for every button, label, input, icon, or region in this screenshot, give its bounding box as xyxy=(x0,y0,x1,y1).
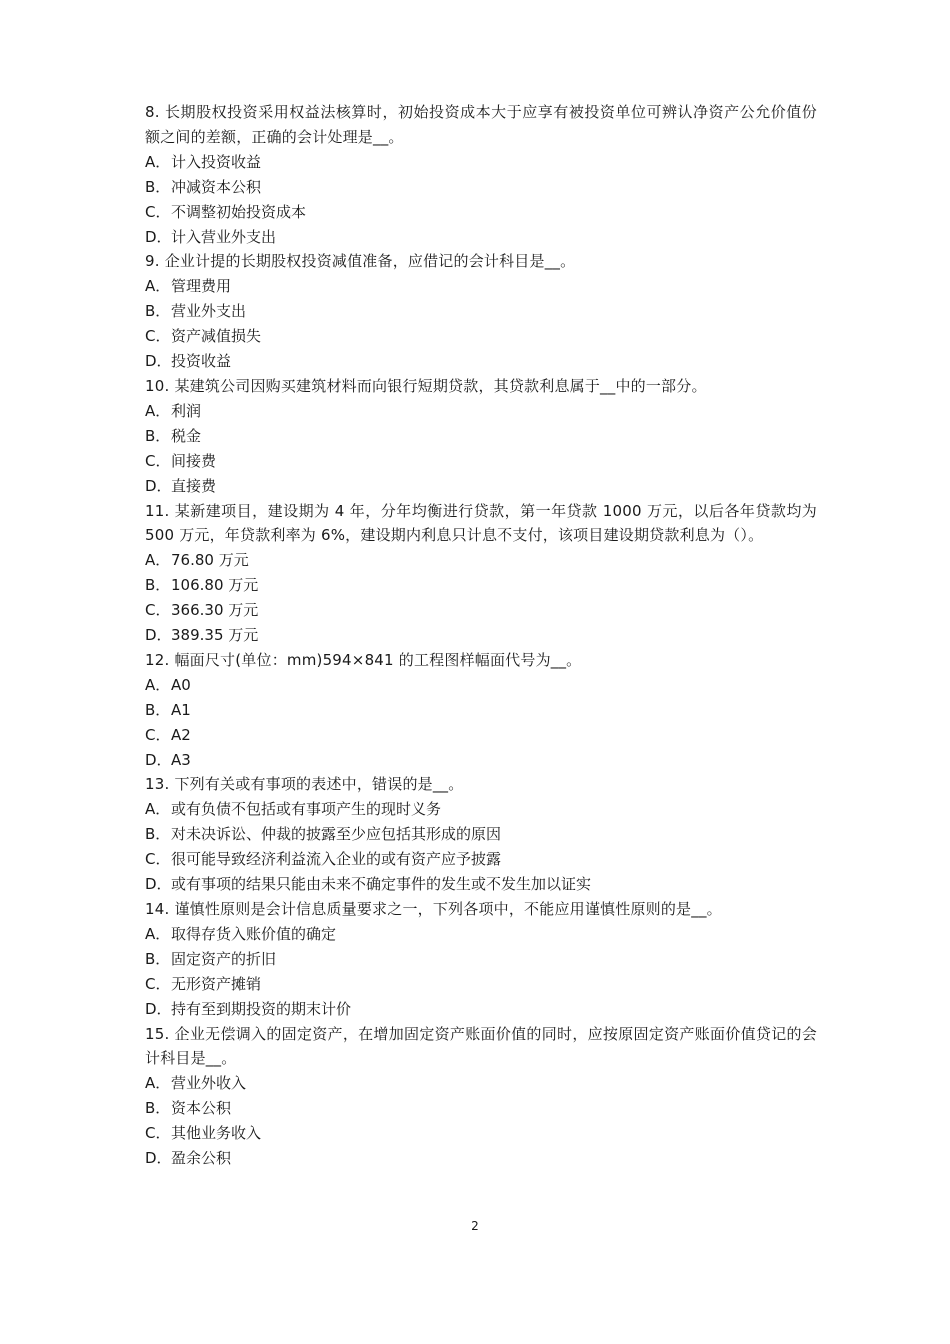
answer-option xyxy=(145,299,817,324)
option-letter: B． xyxy=(145,700,171,719)
option-letter: C． xyxy=(145,451,171,470)
option-text: 管理费用 xyxy=(171,277,232,296)
answer-option xyxy=(145,673,817,698)
answer-option xyxy=(145,698,817,723)
question-number: 15. xyxy=(145,1024,170,1043)
question-text xyxy=(145,374,817,399)
option-text: 资本公积 xyxy=(171,1099,232,1118)
answer-option xyxy=(145,822,817,847)
question-number: 10. xyxy=(145,376,170,395)
answer-option xyxy=(145,349,817,374)
option-text: 持有至到期投资的期末计价 xyxy=(171,999,352,1018)
answer-option xyxy=(145,872,817,897)
option-letter: B． xyxy=(145,302,171,321)
answer-option xyxy=(145,399,817,424)
option-text: 固定资产的折旧 xyxy=(171,949,277,968)
question-block xyxy=(145,897,817,1022)
option-letter: C． xyxy=(145,1124,171,1143)
question-block xyxy=(145,648,817,773)
question-text xyxy=(145,648,817,673)
option-letter: A． xyxy=(145,551,171,570)
question-stem: 谨慎性原则是会计信息质量要求之一，下列各项中，不能应用谨慎性原则的是__。 xyxy=(174,900,722,918)
option-letter: D． xyxy=(145,476,172,495)
question-text xyxy=(145,499,817,549)
option-text: 76.80 万元 xyxy=(171,551,249,570)
question-text xyxy=(145,772,817,797)
option-letter: D． xyxy=(145,352,172,371)
option-letter: B． xyxy=(145,825,171,844)
answer-option xyxy=(145,424,817,449)
option-text: A1 xyxy=(171,700,191,719)
question-block xyxy=(145,499,817,648)
option-letter: A． xyxy=(145,800,171,819)
answer-option xyxy=(145,1146,817,1171)
option-text: A3 xyxy=(171,750,191,769)
option-letter: A． xyxy=(145,924,171,943)
option-text: 或有负债不包括或有事项产生的现时义务 xyxy=(171,800,442,819)
answer-option xyxy=(145,847,817,872)
answer-option xyxy=(145,449,817,474)
question-text xyxy=(145,1022,817,1072)
question-list xyxy=(145,100,817,1171)
option-text: 直接费 xyxy=(171,476,217,495)
answer-option xyxy=(145,274,817,299)
question-number: 12. xyxy=(145,650,170,669)
page-number: 2 xyxy=(471,1219,479,1233)
question-number: 8. xyxy=(145,103,160,121)
answer-option xyxy=(145,1071,817,1096)
option-letter: B． xyxy=(145,1099,171,1118)
option-letter: C． xyxy=(145,327,171,346)
option-letter: B． xyxy=(145,949,171,968)
question-stem: 某建筑公司因购买建筑材料而向银行短期贷款，其贷款利息属于__中的一部分。 xyxy=(174,376,707,395)
question-stem: 某新建项目，建设期为 4 年，分年均衡进行贷款，第一年贷款 1000 万元，以后各年贷款均为 500 万元，年贷款利率为 6%，建设期内利息只计息不支付，该项目建设期贷款利息为（）。 xyxy=(145,501,818,545)
question-number: 9. xyxy=(145,252,160,271)
option-text: 计入投资收益 xyxy=(171,152,262,171)
option-text: 冲减资本公积 xyxy=(171,177,262,196)
option-text: 税金 xyxy=(171,426,202,445)
question-stem: 幅面尺寸(单位：mm)594×841 的工程图样幅面代号为__。 xyxy=(174,650,582,669)
option-letter: A． xyxy=(145,675,171,694)
option-text: 或有事项的结果只能由未来不确定事件的发生或不发生加以证实 xyxy=(171,875,592,894)
question-stem: 企业计提的长期股权投资减值准备，应借记的会计科目是__。 xyxy=(164,252,576,271)
option-text: 取得存货入账价值的确定 xyxy=(171,924,337,943)
option-letter: D． xyxy=(145,227,172,246)
option-letter: D． xyxy=(145,999,172,1018)
option-text: 营业外收入 xyxy=(171,1074,247,1093)
option-letter: C． xyxy=(145,850,171,869)
option-text: A2 xyxy=(171,725,191,744)
option-text: A0 xyxy=(171,675,191,694)
option-text: 资产减值损失 xyxy=(171,327,262,346)
question-number: 11. xyxy=(145,501,170,520)
option-text: 利润 xyxy=(171,401,202,420)
option-letter: D． xyxy=(145,626,172,645)
option-text: 106.80 万元 xyxy=(171,576,259,595)
option-text: 间接费 xyxy=(171,451,217,470)
option-text: 366.30 万元 xyxy=(171,601,259,620)
option-letter: B． xyxy=(145,576,171,595)
option-letter: B． xyxy=(145,177,171,196)
option-letter: C． xyxy=(145,974,171,993)
option-letter: C． xyxy=(145,725,171,744)
question-stem: 下列有关或有事项的表述中，错误的是__。 xyxy=(174,775,464,794)
option-letter: A． xyxy=(145,1074,171,1093)
option-letter: C． xyxy=(145,601,171,620)
question-number: 13. xyxy=(145,775,170,794)
option-letter: A． xyxy=(145,277,171,296)
question-block xyxy=(145,772,817,897)
answer-option xyxy=(145,723,817,748)
option-text: 营业外支出 xyxy=(171,302,247,321)
option-letter: D． xyxy=(145,875,172,894)
answer-option xyxy=(145,150,817,175)
option-text: 其他业务收入 xyxy=(171,1124,262,1143)
answer-option xyxy=(145,200,817,225)
answer-option xyxy=(145,175,817,200)
option-text: 计入营业外支出 xyxy=(171,227,277,246)
question-text xyxy=(145,100,817,150)
option-text: 389.35 万元 xyxy=(171,626,259,645)
option-letter: A． xyxy=(145,152,171,171)
answer-option xyxy=(145,573,817,598)
answer-option xyxy=(145,922,817,947)
answer-option xyxy=(145,797,817,822)
option-letter: C． xyxy=(145,202,171,221)
answer-option xyxy=(145,623,817,648)
option-letter: D． xyxy=(145,1149,172,1168)
option-text: 不调整初始投资成本 xyxy=(171,202,307,221)
question-text xyxy=(145,249,817,274)
answer-option xyxy=(145,1121,817,1146)
option-text: 投资收益 xyxy=(171,352,232,371)
question-stem: 企业无偿调入的固定资产，在增加固定资产账面价值的同时，应按原固定资产账面价值贷记的会计科目是__。 xyxy=(145,1024,818,1068)
question-number: 14. xyxy=(145,900,170,918)
answer-option xyxy=(145,972,817,997)
answer-option xyxy=(145,548,817,573)
question-stem: 长期股权投资采用权益法核算时，初始投资成本大于应享有被投资单位可辨认净资产公允价值份额之间的差额，正确的会计处理是__。 xyxy=(145,103,818,146)
option-letter: A． xyxy=(145,401,171,420)
answer-option xyxy=(145,474,817,499)
option-text: 对未决诉讼、仲裁的披露至少应包括其形成的原因 xyxy=(171,825,502,844)
option-text: 很可能导致经济利益流入企业的或有资产应予披露 xyxy=(171,850,502,869)
answer-option xyxy=(145,947,817,972)
question-text xyxy=(145,897,817,922)
option-letter: D． xyxy=(145,750,172,769)
answer-option xyxy=(145,598,817,623)
question-block xyxy=(145,100,817,249)
question-block xyxy=(145,1022,817,1171)
option-text: 盈余公积 xyxy=(171,1149,232,1168)
answer-option xyxy=(145,225,817,250)
answer-option xyxy=(145,324,817,349)
answer-option xyxy=(145,997,817,1022)
answer-option xyxy=(145,1096,817,1121)
option-letter: B． xyxy=(145,426,171,445)
question-block xyxy=(145,374,817,499)
option-text: 无形资产摊销 xyxy=(171,974,262,993)
question-block xyxy=(145,249,817,374)
answer-option xyxy=(145,748,817,773)
